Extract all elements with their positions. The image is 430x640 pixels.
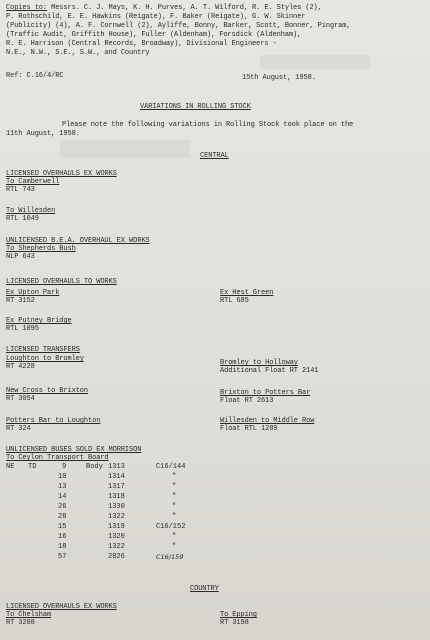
new-cross-to-brixton: New Cross to Brixton bbox=[6, 387, 89, 395]
rtl-685: RTL 685 bbox=[220, 297, 249, 305]
td-number: 18 bbox=[58, 543, 67, 551]
float-rtl-1289: Float RTL 1289 bbox=[220, 425, 278, 433]
body-number: 1319 bbox=[108, 523, 125, 531]
copies-to-line-5: R. E. Harrison (Central Records, Broadway), Divisional Engineers - bbox=[6, 40, 277, 48]
header-ne: NE bbox=[6, 463, 15, 471]
rt-3054: RT 3054 bbox=[6, 395, 35, 403]
body-number: 1314 bbox=[108, 473, 125, 481]
to-epping: To Epping bbox=[220, 611, 257, 619]
rt-4228: RT 4228 bbox=[6, 363, 35, 371]
rt-324: RT 324 bbox=[6, 425, 31, 433]
body-number: 1320 bbox=[108, 533, 125, 541]
body-code: " bbox=[172, 483, 177, 491]
unlicensed-sold-heading: UNLICENSED BUSES SOLD EX MORRISON bbox=[6, 446, 142, 454]
header-td: TD bbox=[28, 463, 37, 471]
to-camberwell: To Camberwell bbox=[6, 178, 60, 186]
td-number: 26 bbox=[58, 503, 67, 511]
bleed-through-mark bbox=[260, 55, 370, 69]
body-number: 1322 bbox=[108, 513, 125, 521]
body-code: " bbox=[172, 473, 177, 481]
intro-line-1: Please note the following variations in Rolling Stock took place on the bbox=[62, 121, 354, 129]
copies-to-line-1 bbox=[6, 4, 322, 12]
body-code: " bbox=[172, 503, 177, 511]
rtl-743: RTL 743 bbox=[6, 186, 35, 194]
td-number: 28 bbox=[58, 513, 67, 521]
unlicensed-bea-heading: UNLICENSED B.E.A. OVERHAUL EX WORKS bbox=[6, 237, 150, 245]
potters-bar-to-loughton: Potters Bar to Loughton bbox=[6, 417, 101, 425]
bromley-to-holloway: Bromley to Holloway bbox=[220, 359, 298, 367]
td-number: 14 bbox=[58, 493, 67, 501]
to-willesden: To Willesden bbox=[6, 207, 56, 215]
body-number: 1313 bbox=[108, 463, 125, 471]
to-ceylon: To Ceylon Transport Board bbox=[6, 454, 109, 462]
td-number: 15 bbox=[58, 523, 67, 531]
body-code: " bbox=[172, 513, 177, 521]
rtl-1095: RTL 1095 bbox=[6, 325, 39, 333]
intro-line-2: 11th August, 1958. bbox=[6, 130, 80, 138]
loughton-to-bromley: Loughton to Bromley bbox=[6, 355, 84, 363]
body-code: C16/144 bbox=[156, 463, 186, 471]
td-number: 16 bbox=[58, 533, 67, 541]
to-shepherds-bush: To Shepherds Bush bbox=[6, 245, 76, 253]
additional-float: Additional Float RT 2141 bbox=[220, 367, 319, 375]
brixton-to-potters-bar: Brixton to Potters Bar bbox=[220, 389, 311, 397]
rtl-1049: RTL 1049 bbox=[6, 215, 39, 223]
lic-to-works-heading: LICENSED OVERHAULS TO WORKS bbox=[6, 278, 117, 286]
copies-to-line-4: (Traffic Audit, Griffith House), Fuller (Aldenham), Forsdick (Aldenham), bbox=[6, 31, 302, 39]
body-number: 1322 bbox=[108, 543, 125, 551]
central-heading: CENTRAL bbox=[200, 152, 229, 160]
reference: Ref: C.16/4/RC bbox=[6, 72, 64, 80]
body-code: " bbox=[172, 543, 177, 551]
central-lic-ex-works-heading: LICENSED OVERHAULS EX WORKS bbox=[6, 170, 117, 178]
float-rt-2613: Float RT 2613 bbox=[220, 397, 274, 405]
rt-3208: RT 3208 bbox=[6, 619, 35, 627]
document-date: 15th August, 1958. bbox=[242, 74, 316, 82]
lic-transfers-heading: LICENSED TRANSFERS bbox=[6, 346, 80, 354]
td-number: 13 bbox=[58, 483, 67, 491]
ex-upton-park: Ex Upton Park bbox=[6, 289, 60, 297]
body-code: " bbox=[172, 493, 177, 501]
td-number: 10 bbox=[58, 473, 67, 481]
copies-label: Copies to: bbox=[6, 4, 48, 12]
copies-to-line-3: (Publicity) (4), A. F. Cornwell (2), Ayliffe, Bonny, Barker, Scott, Bonner, Pingram, bbox=[6, 22, 351, 30]
copies-to-line-6: N.E., N.W., S.E., S.W., and Country bbox=[6, 49, 150, 57]
td-number: 57 bbox=[58, 553, 67, 561]
body-code: C16/159 bbox=[156, 553, 184, 561]
copies-to-line-2: P. Rothschild, E. E. Hawkins (Reigate), F. Baker (Reigate), G. W. Skinner bbox=[6, 13, 306, 21]
to-chelsham: To Chelsham bbox=[6, 611, 52, 619]
copies-line-1-text: Messrs. C. J. Mays, K. H. Purves, A. T. Wilford, R. E. Styles (2), bbox=[47, 4, 322, 12]
willesden-to-middle-row: Willesden to Middle Row bbox=[220, 417, 315, 425]
rt-3198: RT 3198 bbox=[220, 619, 249, 627]
rt-3152: RT 3152 bbox=[6, 297, 35, 305]
body-number: 1318 bbox=[108, 493, 125, 501]
body-number: 1330 bbox=[108, 503, 125, 511]
body-label: Body bbox=[86, 463, 103, 471]
body-number: 1317 bbox=[108, 483, 125, 491]
body-code: C16/152 bbox=[156, 523, 186, 531]
body-code: " bbox=[172, 533, 177, 541]
country-lic-ex-works-heading: LICENSED OVERHAULS EX WORKS bbox=[6, 603, 117, 611]
td-number: 9 bbox=[62, 463, 67, 471]
bleed-through-mark bbox=[60, 140, 190, 158]
document-title: VARIATIONS IN ROLLING STOCK bbox=[140, 103, 251, 111]
ex-hest-green: Ex Hest Green bbox=[220, 289, 274, 297]
ex-putney-bridge: Ex Putney Bridge bbox=[6, 317, 72, 325]
nlp-643: NLP 643 bbox=[6, 253, 35, 261]
body-number: 2826 bbox=[108, 553, 125, 561]
country-heading: COUNTRY bbox=[190, 585, 219, 593]
